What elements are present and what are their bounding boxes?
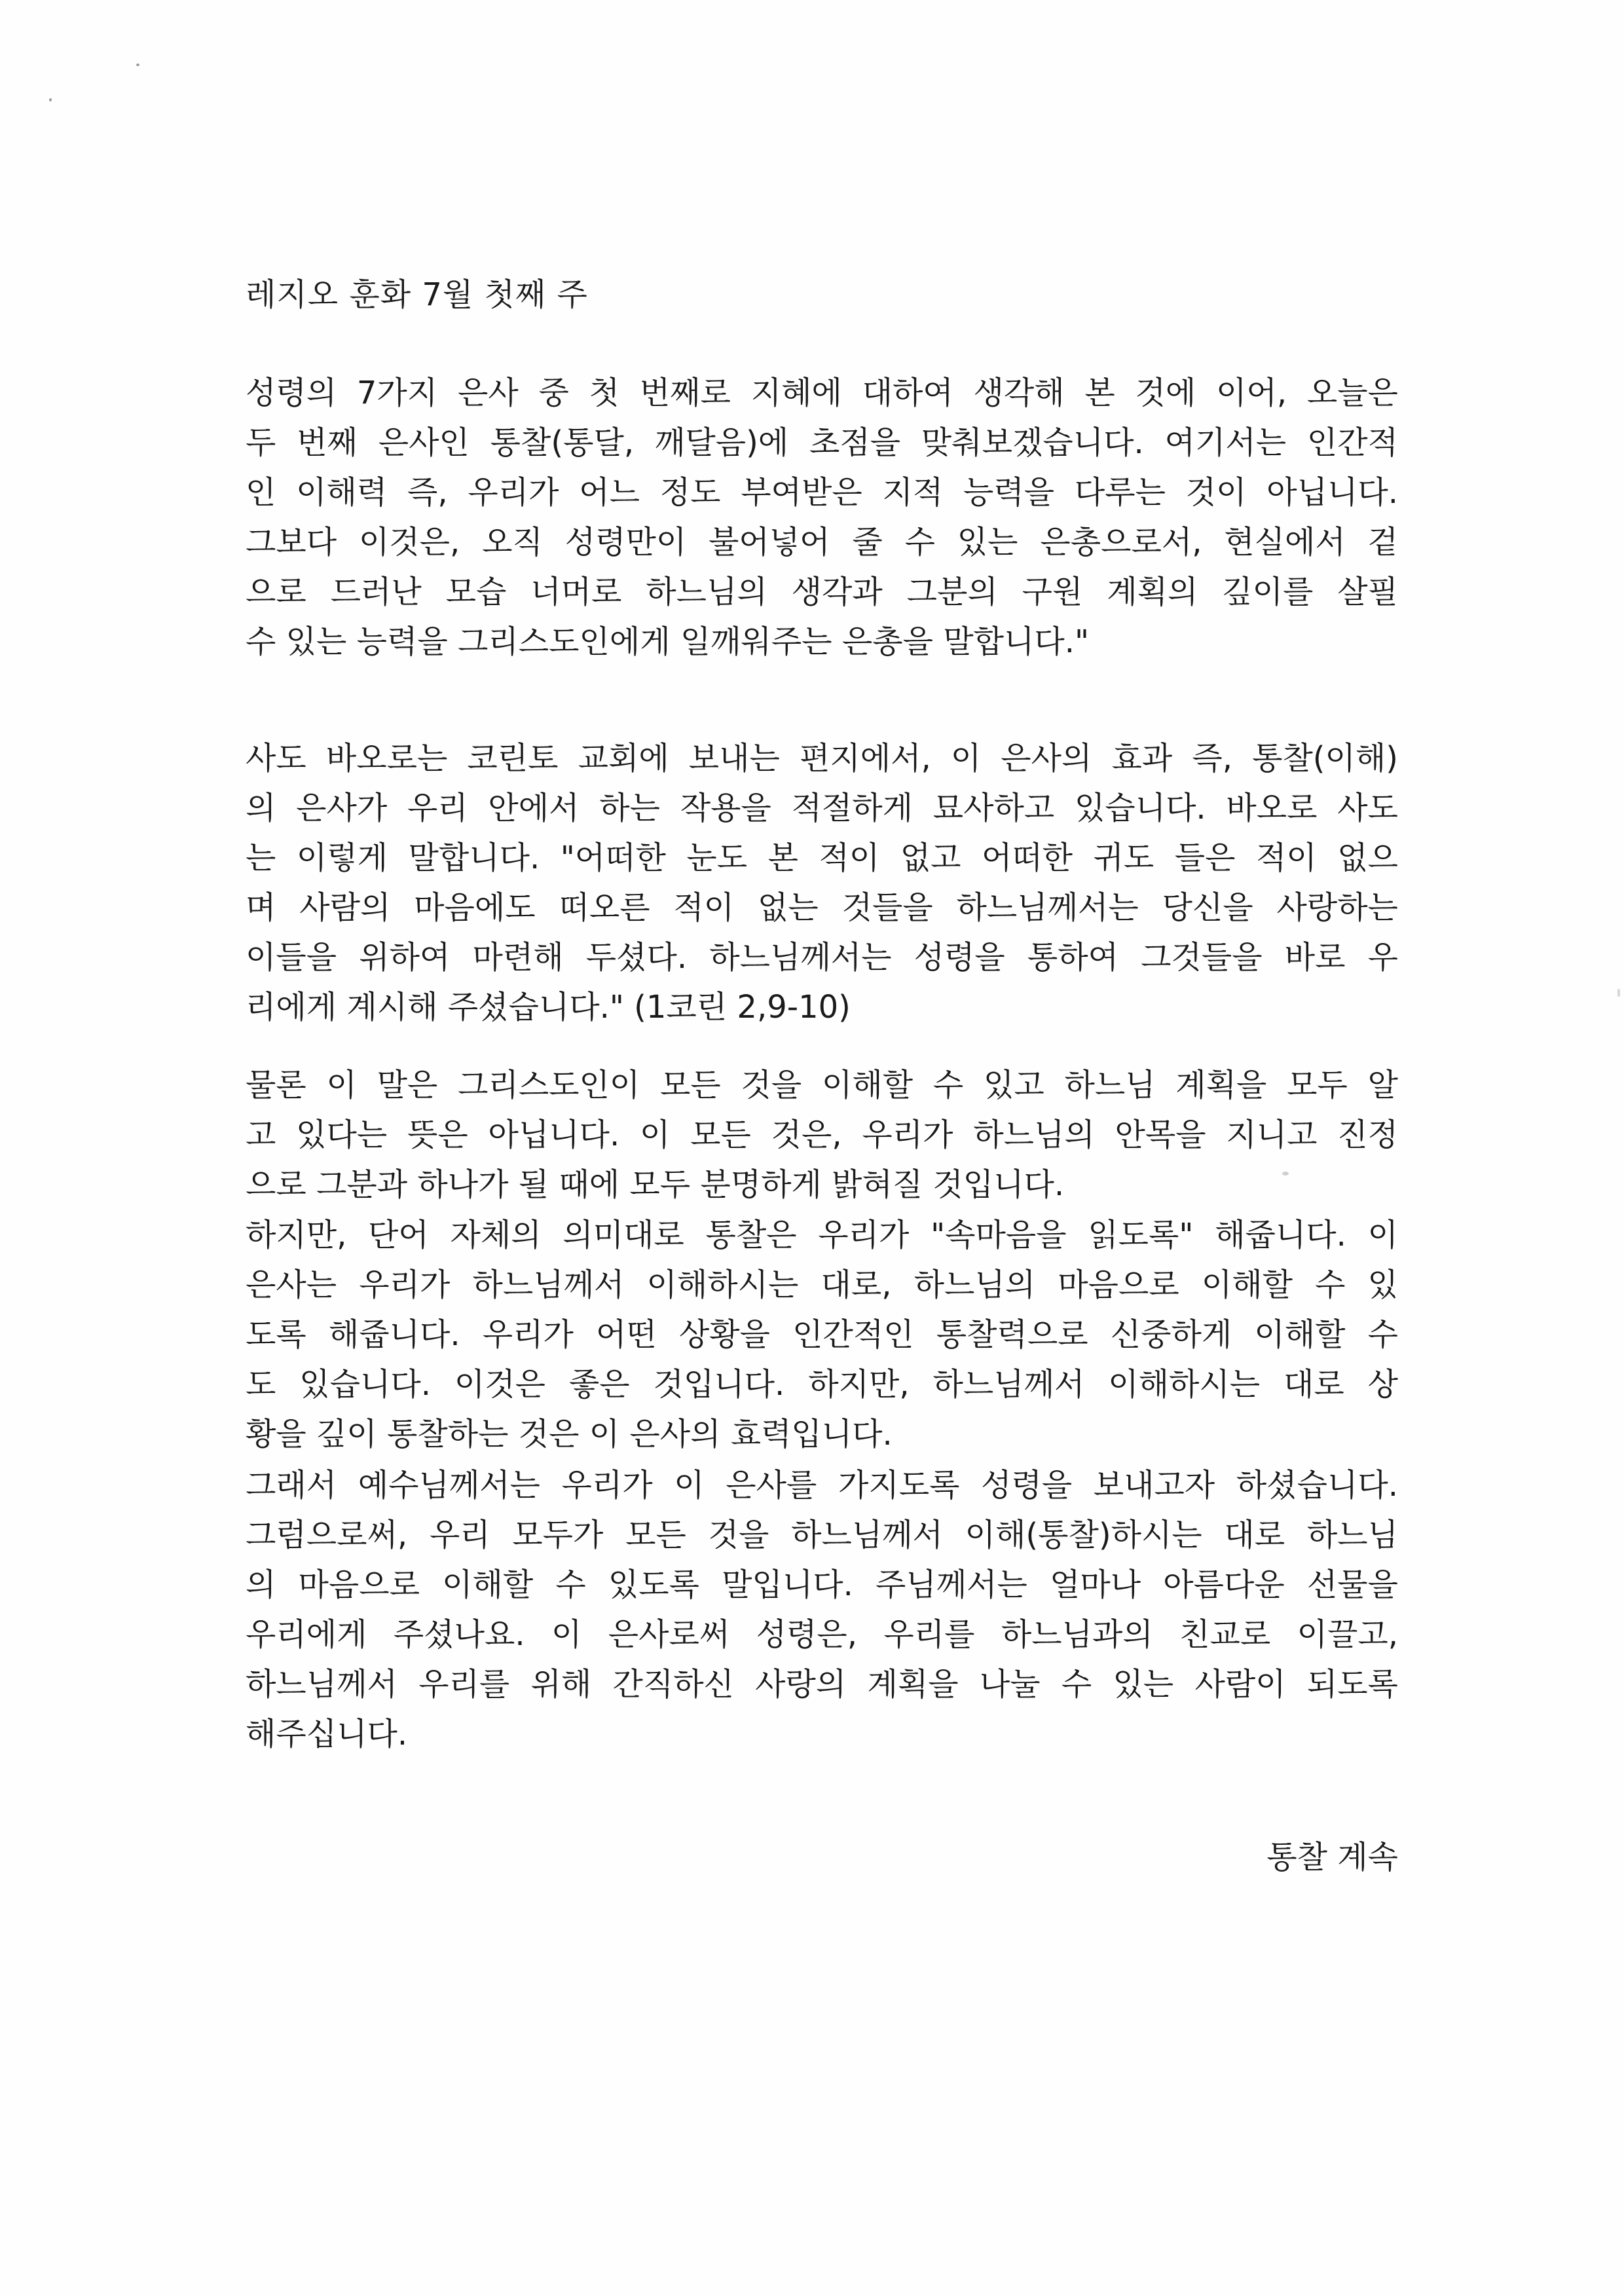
scan-speck [136, 64, 139, 66]
text-line: 인 이해력 즉, 우리가 어느 정도 부여받은 지적 능력을 다루는 것이 아닙니다. [246, 474, 1398, 511]
text-line: 고 있다는 뜻은 아닙니다. 이 모든 것은, 우리가 하느님의 안목을 지니고 진정 [246, 1117, 1398, 1153]
text-line: 며 사람의 마음에도 떠오른 적이 없는 것들을 하느님께서는 당신을 사랑하는 [246, 889, 1398, 926]
text-line: 하느님께서 우리를 위해 간직하신 사랑의 계획을 나눌 수 있는 사람이 되도록 [246, 1666, 1398, 1703]
text-line: 도 있습니다. 이것은 좋은 것입니다. 하지만, 하느님께서 이해하시는 대로 상 [246, 1366, 1398, 1403]
text-line: 의 은사가 우리 안에서 하는 작용을 적절하게 묘사하고 있습니다. 바오로 사도 [246, 790, 1398, 826]
text-line: 은사는 우리가 하느님께서 이해하시는 대로, 하느님의 마음으로 이해할 수 있 [246, 1267, 1398, 1303]
text-line: 두 번째 은사인 통찰(통달, 깨달음)에 초점을 맞춰보겠습니다. 여기서는 인간적 [246, 424, 1398, 461]
text-line: 이들을 위하여 마련해 두셨다. 하느님께서는 성령을 통하여 그것들을 바로 우 [246, 939, 1398, 976]
text-line: 사도 바오로는 코린토 교회에 보내는 편지에서, 이 은사의 효과 즉, 통찰(이해) [246, 740, 1398, 777]
closing-note: 통찰 계속 [1266, 1839, 1398, 1876]
text-line: 는 이렇게 말합니다. "어떠한 눈도 본 적이 없고 어떠한 귀도 들은 적이 없으 [246, 840, 1398, 876]
text-line: 그래서 예수님께서는 우리가 이 은사를 가지도록 성령을 보내고자 하셨습니다. [246, 1467, 1398, 1504]
text-line: 황을 깊이 통찰하는 것은 이 은사의 효력입니다. [246, 1416, 893, 1453]
paragraph-3 [246, 1060, 1398, 1210]
text-line: 해주십니다. [246, 1716, 408, 1752]
paragraph-1 [246, 368, 1398, 667]
text-line: 우리에게 주셨나요. 이 은사로써 성령은, 우리를 하느님과의 친교로 이끌고, [246, 1616, 1398, 1653]
paragraph-5 [246, 1460, 1398, 1759]
text-line: 그럼으로써, 우리 모두가 모든 것을 하느님께서 이해(통찰)하시는 대로 하느님 [246, 1517, 1398, 1553]
text-line: 으로 드러난 모습 너머로 하느님의 생각과 그분의 구원 계획의 깊이를 살필 [246, 574, 1398, 610]
scan-speck [1617, 989, 1620, 997]
paragraph-2 [246, 733, 1398, 1032]
text-line: 그보다 이것은, 오직 성령만이 불어넣어 줄 수 있는 은총으로서, 현실에서 겉 [246, 524, 1398, 561]
text-line: 물론 이 말은 그리스도인이 모든 것을 이해할 수 있고 하느님 계획을 모두 알 [246, 1067, 1398, 1103]
text-line: 하지만, 단어 자체의 의미대로 통찰은 우리가 "속마음을 읽도록" 해줍니다. 이 [246, 1217, 1398, 1253]
scan-speck [49, 98, 52, 102]
document-title: 레지오 훈화 7월 첫째 주 [246, 276, 588, 313]
paragraph-4 [246, 1210, 1398, 1459]
text-line: 도록 해줍니다. 우리가 어떤 상황을 인간적인 통찰력으로 신중하게 이해할 수 [246, 1316, 1398, 1353]
text-line: 성령의 7가지 은사 중 첫 번째로 지혜에 대하여 생각해 본 것에 이어, 오늘은 [246, 375, 1398, 411]
text-line: 으로 그분과 하나가 될 때에 모두 분명하게 밝혀질 것입니다. [246, 1166, 1065, 1203]
text-line: 의 마음으로 이해할 수 있도록 말입니다. 주님께서는 얼마나 아름다운 선물을 [246, 1566, 1398, 1603]
text-line: 수 있는 능력을 그리스도인에게 일깨워주는 은총을 말합니다." [246, 623, 1090, 660]
text-line: 리에게 계시해 주셨습니다." (1코린 2,9-10) [246, 989, 851, 1026]
